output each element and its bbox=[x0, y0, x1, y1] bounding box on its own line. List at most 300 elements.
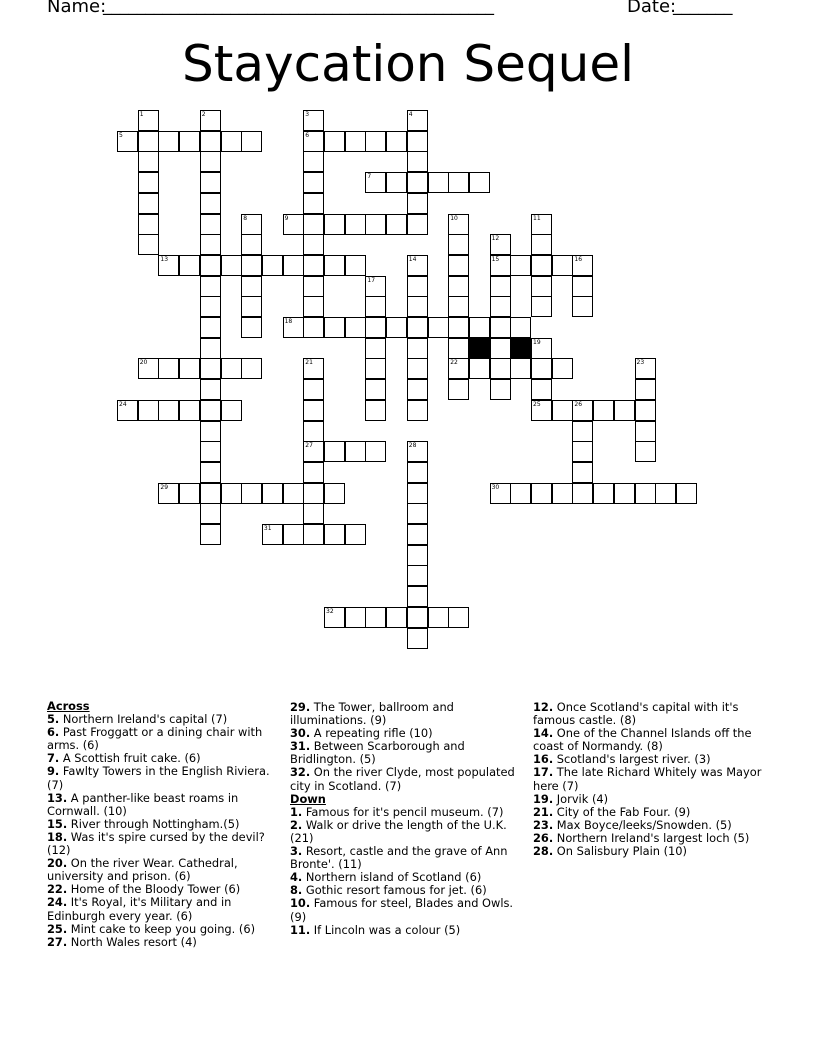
grid-cell[interactable] bbox=[407, 607, 428, 628]
grid-cell[interactable] bbox=[572, 400, 593, 421]
grid-cell[interactable] bbox=[531, 358, 552, 379]
grid-cell[interactable] bbox=[345, 607, 366, 628]
grid-cell[interactable] bbox=[407, 110, 428, 131]
clue-number-label: 16. bbox=[533, 752, 554, 767]
clue-number-label: 8. bbox=[290, 883, 303, 898]
grid-cell[interactable] bbox=[448, 255, 469, 276]
grid-cell[interactable] bbox=[262, 524, 283, 545]
clue-number: 11 bbox=[533, 214, 541, 222]
grid-cell[interactable] bbox=[386, 172, 407, 193]
grid-cell[interactable] bbox=[345, 524, 366, 545]
clue-number-label: 12. bbox=[533, 700, 554, 714]
grid-cell[interactable] bbox=[448, 338, 469, 359]
clue-number: 28 bbox=[408, 442, 417, 450]
grid-cell[interactable] bbox=[221, 131, 242, 152]
grid-cell[interactable] bbox=[303, 151, 324, 172]
grid-cell[interactable] bbox=[407, 338, 428, 359]
clue-number-label: 4. bbox=[290, 870, 303, 885]
grid-cell[interactable] bbox=[138, 172, 159, 193]
grid-cell[interactable] bbox=[241, 131, 262, 152]
clue-text: Northern island of Scotland (6) bbox=[302, 870, 482, 885]
clue-text: Resort, castle and the grave of Ann Bronte'. (11) bbox=[290, 844, 508, 872]
clue-number-label: 9. bbox=[47, 764, 60, 779]
grid-cell[interactable] bbox=[386, 317, 407, 338]
grid-cell[interactable] bbox=[303, 296, 324, 317]
grid-cell[interactable] bbox=[283, 524, 304, 545]
grid-cell[interactable] bbox=[407, 358, 428, 379]
grid-cell[interactable] bbox=[303, 400, 324, 421]
grid-cell[interactable] bbox=[200, 234, 221, 255]
grid-cell[interactable] bbox=[365, 214, 386, 235]
grid-cell[interactable] bbox=[324, 607, 345, 628]
grid-cell[interactable] bbox=[241, 255, 262, 276]
clue-number-label: 11. bbox=[290, 922, 311, 937]
clue bbox=[533, 845, 768, 858]
grid-cell[interactable] bbox=[593, 483, 614, 504]
grid-cell[interactable] bbox=[531, 400, 552, 421]
clue-number-label: 7. bbox=[47, 751, 60, 766]
clue-number: 3 bbox=[305, 111, 310, 118]
grid-cell[interactable] bbox=[241, 483, 262, 504]
clue-number: 6 bbox=[305, 131, 310, 139]
grid-cell[interactable] bbox=[241, 234, 262, 255]
grid-cell[interactable] bbox=[345, 214, 366, 235]
grid-cell[interactable] bbox=[303, 524, 324, 545]
grid-cell[interactable] bbox=[221, 400, 242, 421]
clue bbox=[533, 701, 768, 727]
clue-number-label: 10. bbox=[290, 896, 311, 911]
black-square bbox=[469, 338, 490, 359]
clue-text: City of the Fab Four. (9) bbox=[553, 804, 691, 819]
grid-cell[interactable] bbox=[303, 193, 324, 214]
clue-number: 2 bbox=[201, 111, 206, 118]
grid-cell[interactable] bbox=[324, 524, 345, 545]
grid-cell[interactable] bbox=[200, 151, 221, 172]
grid-cell[interactable] bbox=[407, 628, 428, 649]
grid-cell[interactable] bbox=[345, 255, 366, 276]
grid-cell[interactable] bbox=[635, 421, 656, 442]
grid-cell[interactable] bbox=[179, 483, 200, 504]
clue bbox=[47, 857, 277, 883]
clue-number-label: 19. bbox=[533, 791, 554, 806]
clue-number: 19 bbox=[533, 338, 541, 346]
grid-cell[interactable] bbox=[531, 483, 552, 504]
grid-cell[interactable] bbox=[490, 296, 511, 317]
grid-cell[interactable] bbox=[200, 317, 221, 338]
grid-cell[interactable] bbox=[407, 255, 428, 276]
grid-cell[interactable] bbox=[283, 255, 304, 276]
grid-cell[interactable] bbox=[407, 545, 428, 566]
grid-cell[interactable] bbox=[200, 441, 221, 462]
clue-text: Northern Ireland's capital (7) bbox=[59, 712, 228, 727]
grid-cell[interactable] bbox=[179, 255, 200, 276]
grid-cell[interactable] bbox=[572, 255, 593, 276]
grid-cell[interactable] bbox=[138, 358, 159, 379]
name-label: Name: bbox=[47, 0, 107, 17]
grid-cell[interactable] bbox=[428, 317, 449, 338]
grid-cell[interactable] bbox=[200, 214, 221, 235]
grid-cell[interactable] bbox=[407, 524, 428, 545]
grid-cell[interactable] bbox=[407, 193, 428, 214]
grid-cell[interactable] bbox=[324, 131, 345, 152]
grid-cell[interactable] bbox=[345, 317, 366, 338]
grid-cell[interactable] bbox=[200, 172, 221, 193]
grid-cell[interactable] bbox=[200, 276, 221, 297]
grid-cell[interactable] bbox=[531, 214, 552, 235]
grid-cell[interactable] bbox=[490, 338, 511, 359]
grid-cell[interactable] bbox=[138, 234, 159, 255]
across-clues bbox=[47, 700, 277, 949]
grid-cell[interactable] bbox=[200, 483, 221, 504]
across-clue-list-continued bbox=[290, 701, 520, 793]
clue-text: Jorvik (4) bbox=[553, 791, 609, 806]
clue bbox=[290, 897, 520, 923]
grid-cell[interactable] bbox=[407, 462, 428, 483]
grid-cell[interactable] bbox=[572, 421, 593, 442]
name-line[interactable]: ______________________________________________ bbox=[103, 0, 494, 16]
grid-cell[interactable] bbox=[386, 607, 407, 628]
grid-cell[interactable] bbox=[303, 276, 324, 297]
grid-cell[interactable] bbox=[241, 317, 262, 338]
grid-cell[interactable] bbox=[324, 441, 345, 462]
grid-cell[interactable] bbox=[262, 255, 283, 276]
grid-cell[interactable] bbox=[655, 483, 676, 504]
grid-cell[interactable] bbox=[490, 379, 511, 400]
clue-number: 24 bbox=[119, 400, 127, 408]
grid-cell[interactable] bbox=[179, 131, 200, 152]
grid-cell[interactable] bbox=[448, 276, 469, 297]
grid-cell[interactable] bbox=[635, 379, 656, 400]
grid-cell[interactable] bbox=[365, 358, 386, 379]
clue-number: 13 bbox=[160, 255, 169, 263]
down-clue-list bbox=[290, 806, 520, 937]
grid-cell[interactable] bbox=[676, 483, 697, 504]
grid-cell[interactable] bbox=[303, 483, 324, 504]
grid-cell[interactable] bbox=[614, 400, 635, 421]
clue-number-label: 5. bbox=[47, 712, 60, 727]
clue-text: Walk or drive the length of the U.K. (21) bbox=[290, 817, 507, 845]
clue-number: 27 bbox=[305, 442, 313, 450]
clue-number: 26 bbox=[574, 400, 583, 408]
grid-cell[interactable] bbox=[531, 338, 552, 359]
grid-cell[interactable] bbox=[407, 131, 428, 152]
grid-cell[interactable] bbox=[200, 110, 221, 131]
grid-cell[interactable] bbox=[448, 172, 469, 193]
grid-cell[interactable] bbox=[531, 234, 552, 255]
grid-cell[interactable] bbox=[635, 400, 656, 421]
clue-text: Northern Ireland's largest loch (5) bbox=[553, 830, 750, 845]
clue-text: The late Richard Whitely was Mayor here (7) bbox=[533, 765, 762, 793]
grid-cell[interactable] bbox=[552, 255, 573, 276]
grid-cell[interactable] bbox=[428, 607, 449, 628]
clue-text: Famous for steel, Blades and Owls. (9) bbox=[290, 896, 514, 924]
grid-cell[interactable] bbox=[448, 234, 469, 255]
grid-cell[interactable] bbox=[221, 358, 242, 379]
clue-number: 18 bbox=[284, 318, 293, 325]
grid-cell[interactable] bbox=[635, 441, 656, 462]
clue-text: On the river Wear. Cathedral, university and prison. (6) bbox=[47, 856, 238, 884]
clue-text: Mint cake to keep you going. (6) bbox=[67, 921, 256, 936]
grid-cell[interactable] bbox=[221, 255, 242, 276]
grid-cell[interactable] bbox=[303, 234, 324, 255]
grid-cell[interactable] bbox=[365, 131, 386, 152]
clue-number-label: 2. bbox=[290, 817, 303, 832]
clue-text: The Tower, ballroom and illuminations. (9) bbox=[290, 700, 454, 728]
grid-cell[interactable] bbox=[303, 255, 324, 276]
grid-cell[interactable] bbox=[407, 483, 428, 504]
grid-cell[interactable] bbox=[241, 358, 262, 379]
grid-cell[interactable] bbox=[614, 483, 635, 504]
grid-cell[interactable] bbox=[407, 441, 428, 462]
grid-cell[interactable] bbox=[572, 462, 593, 483]
clue-number: 8 bbox=[243, 214, 248, 222]
grid-cell[interactable] bbox=[365, 338, 386, 359]
grid-cell[interactable] bbox=[635, 358, 656, 379]
grid-cell[interactable] bbox=[324, 214, 345, 235]
grid-cell[interactable] bbox=[365, 296, 386, 317]
grid-cell[interactable] bbox=[490, 234, 511, 255]
clue-number: 9 bbox=[284, 214, 289, 222]
grid-cell[interactable] bbox=[324, 483, 345, 504]
clue-text: One of the Channel Islands off the coast of Normandy. (8) bbox=[533, 726, 752, 754]
down-heading: Down bbox=[290, 791, 326, 806]
clue-text: On the river Clyde, most populated city in Scotland. (7) bbox=[290, 765, 515, 793]
clue-text: A Scottish fruit cake. (6) bbox=[59, 751, 201, 766]
grid-cell[interactable] bbox=[138, 214, 159, 235]
grid-cell[interactable] bbox=[324, 255, 345, 276]
black-square bbox=[510, 338, 531, 359]
clue-number: 17 bbox=[367, 276, 376, 284]
grid-cell[interactable] bbox=[593, 400, 614, 421]
grid-cell[interactable] bbox=[200, 131, 221, 152]
clue-number-label: 32. bbox=[290, 765, 311, 780]
clue-text: Max Boyce/leeks/Snowden. (5) bbox=[553, 817, 732, 832]
grid-cell[interactable] bbox=[117, 131, 138, 152]
grid-cell[interactable] bbox=[386, 214, 407, 235]
grid-cell[interactable] bbox=[510, 255, 531, 276]
grid-cell[interactable] bbox=[531, 296, 552, 317]
grid-cell[interactable] bbox=[572, 441, 593, 462]
clue bbox=[47, 831, 277, 857]
across-down-clues bbox=[290, 701, 520, 937]
grid-cell[interactable] bbox=[200, 255, 221, 276]
grid-cell[interactable] bbox=[365, 441, 386, 462]
grid-cell[interactable] bbox=[200, 503, 221, 524]
grid-cell[interactable] bbox=[510, 358, 531, 379]
grid-cell[interactable] bbox=[303, 421, 324, 442]
grid-cell[interactable] bbox=[407, 379, 428, 400]
grid-cell[interactable] bbox=[158, 483, 179, 504]
grid-cell[interactable] bbox=[179, 400, 200, 421]
grid-cell[interactable] bbox=[572, 483, 593, 504]
grid-cell[interactable] bbox=[490, 483, 511, 504]
grid-cell[interactable] bbox=[303, 503, 324, 524]
grid-cell[interactable] bbox=[303, 131, 324, 152]
grid-cell[interactable] bbox=[200, 379, 221, 400]
grid-cell[interactable] bbox=[448, 317, 469, 338]
grid-cell[interactable] bbox=[241, 214, 262, 235]
clue-number-label: 17. bbox=[533, 765, 554, 780]
down-clues-continued bbox=[533, 701, 768, 858]
clue-number-label: 27. bbox=[47, 934, 68, 949]
grid-cell[interactable] bbox=[200, 193, 221, 214]
grid-cell[interactable] bbox=[365, 172, 386, 193]
grid-cell[interactable] bbox=[407, 276, 428, 297]
grid-cell[interactable] bbox=[200, 524, 221, 545]
grid-cell[interactable] bbox=[303, 462, 324, 483]
grid-cell[interactable] bbox=[490, 255, 511, 276]
clue-text: Fawlty Towers in the English Riviera. (7) bbox=[47, 764, 270, 792]
grid-cell[interactable] bbox=[572, 296, 593, 317]
clue-text: If Lincoln was a colour (5) bbox=[310, 922, 461, 937]
date-line[interactable]: _______ bbox=[673, 0, 733, 16]
clue bbox=[290, 701, 520, 727]
grid-cell[interactable] bbox=[469, 317, 490, 338]
grid-cell[interactable] bbox=[241, 276, 262, 297]
grid-cell[interactable] bbox=[200, 462, 221, 483]
grid-cell[interactable] bbox=[448, 379, 469, 400]
grid-cell[interactable] bbox=[407, 172, 428, 193]
grid-cell[interactable] bbox=[303, 379, 324, 400]
grid-cell[interactable] bbox=[283, 317, 304, 338]
grid-cell[interactable] bbox=[448, 296, 469, 317]
grid-cell[interactable] bbox=[303, 214, 324, 235]
grid-cell[interactable] bbox=[407, 151, 428, 172]
grid-cell[interactable] bbox=[345, 131, 366, 152]
clue-number: 20 bbox=[139, 359, 148, 367]
clue-text: A repeating rifle (10) bbox=[310, 726, 433, 741]
grid-cell[interactable] bbox=[572, 276, 593, 297]
clue-number: 15 bbox=[491, 255, 500, 263]
grid-cell[interactable] bbox=[365, 379, 386, 400]
grid-cell[interactable] bbox=[407, 503, 428, 524]
grid-cell[interactable] bbox=[407, 586, 428, 607]
grid-cell[interactable] bbox=[324, 317, 345, 338]
clue bbox=[47, 792, 277, 818]
grid-cell[interactable] bbox=[179, 358, 200, 379]
grid-cell[interactable] bbox=[531, 276, 552, 297]
grid-cell[interactable] bbox=[448, 358, 469, 379]
grid-cell[interactable] bbox=[428, 172, 449, 193]
grid-cell[interactable] bbox=[490, 317, 511, 338]
clue-number-label: 24. bbox=[47, 895, 68, 910]
clue-text: Past Froggatt or a dining chair with arms. (6) bbox=[47, 725, 263, 753]
grid-cell[interactable] bbox=[531, 255, 552, 276]
grid-cell[interactable] bbox=[200, 400, 221, 421]
grid-cell[interactable] bbox=[407, 317, 428, 338]
clue-number-label: 14. bbox=[533, 726, 554, 741]
clue-number: 32 bbox=[326, 607, 334, 615]
clue bbox=[47, 726, 277, 752]
grid-cell[interactable] bbox=[469, 358, 490, 379]
grid-cell[interactable] bbox=[386, 131, 407, 152]
clue-number: 30 bbox=[491, 483, 500, 491]
grid-cell[interactable] bbox=[448, 214, 469, 235]
clue-number-label: 20. bbox=[47, 856, 68, 871]
grid-cell[interactable] bbox=[138, 151, 159, 172]
grid-cell[interactable] bbox=[303, 172, 324, 193]
grid-cell[interactable] bbox=[303, 110, 324, 131]
grid-cell[interactable] bbox=[407, 565, 428, 586]
grid-cell[interactable] bbox=[552, 400, 573, 421]
across-heading: Across bbox=[47, 699, 90, 713]
clue-number-label: 3. bbox=[290, 844, 303, 859]
clue-number-label: 30. bbox=[290, 726, 311, 741]
grid-cell[interactable] bbox=[262, 483, 283, 504]
clue-number: 7 bbox=[367, 173, 372, 181]
grid-cell[interactable] bbox=[635, 483, 656, 504]
grid-cell[interactable] bbox=[200, 338, 221, 359]
clue bbox=[47, 765, 277, 791]
clue-text: North Wales resort (4) bbox=[67, 934, 197, 949]
clue bbox=[290, 819, 520, 845]
grid-cell[interactable] bbox=[345, 441, 366, 462]
clue-number: 14 bbox=[408, 255, 417, 263]
grid-cell[interactable] bbox=[469, 172, 490, 193]
grid-cell[interactable] bbox=[158, 131, 179, 152]
clue-text: Home of the Bloody Tower (6) bbox=[67, 882, 241, 897]
grid-cell[interactable] bbox=[365, 317, 386, 338]
clue-number-label: 15. bbox=[47, 816, 68, 831]
clue-number: 21 bbox=[305, 359, 313, 367]
clue-number-label: 6. bbox=[47, 725, 60, 740]
grid-cell[interactable] bbox=[138, 400, 159, 421]
grid-cell[interactable] bbox=[200, 296, 221, 317]
grid-cell[interactable] bbox=[138, 131, 159, 152]
clue-number: 22 bbox=[450, 359, 458, 367]
grid-cell[interactable] bbox=[407, 214, 428, 235]
grid-cell[interactable] bbox=[158, 255, 179, 276]
grid-cell[interactable] bbox=[303, 317, 324, 338]
clue bbox=[290, 766, 520, 792]
grid-cell[interactable] bbox=[283, 483, 304, 504]
grid-cell[interactable] bbox=[531, 379, 552, 400]
grid-cell[interactable] bbox=[407, 400, 428, 421]
grid-cell[interactable] bbox=[158, 358, 179, 379]
clue-text: River through Nottingham.(5) bbox=[67, 816, 240, 831]
grid-cell[interactable] bbox=[303, 441, 324, 462]
clue-number: 29 bbox=[160, 483, 169, 491]
grid-cell[interactable] bbox=[365, 607, 386, 628]
grid-cell[interactable] bbox=[303, 358, 324, 379]
grid-cell[interactable] bbox=[448, 607, 469, 628]
grid-cell[interactable] bbox=[283, 214, 304, 235]
grid-cell[interactable] bbox=[490, 358, 511, 379]
clue bbox=[533, 766, 768, 792]
grid-cell[interactable] bbox=[158, 400, 179, 421]
clue-number: 31 bbox=[263, 525, 272, 532]
grid-cell[interactable] bbox=[407, 296, 428, 317]
grid-cell[interactable] bbox=[510, 317, 531, 338]
grid-cell[interactable] bbox=[200, 421, 221, 442]
clue-number-label: 13. bbox=[47, 790, 68, 805]
grid-cell[interactable] bbox=[510, 483, 531, 504]
grid-cell[interactable] bbox=[138, 110, 159, 131]
grid-cell[interactable] bbox=[117, 400, 138, 421]
clue-text: Was it's spire cursed by the devil? (12) bbox=[47, 829, 265, 858]
grid-cell[interactable] bbox=[200, 358, 221, 379]
grid-cell[interactable] bbox=[552, 483, 573, 504]
grid-cell[interactable] bbox=[221, 483, 242, 504]
grid-cell[interactable] bbox=[241, 296, 262, 317]
grid-cell[interactable] bbox=[552, 358, 573, 379]
grid-cell[interactable] bbox=[365, 400, 386, 421]
clue-number-label: 25. bbox=[47, 921, 68, 936]
clue-text: Once Scotland's capital with it's famous castle. (8) bbox=[533, 700, 739, 728]
grid-cell[interactable] bbox=[138, 193, 159, 214]
grid-cell[interactable] bbox=[365, 276, 386, 297]
grid-cell[interactable] bbox=[490, 276, 511, 297]
